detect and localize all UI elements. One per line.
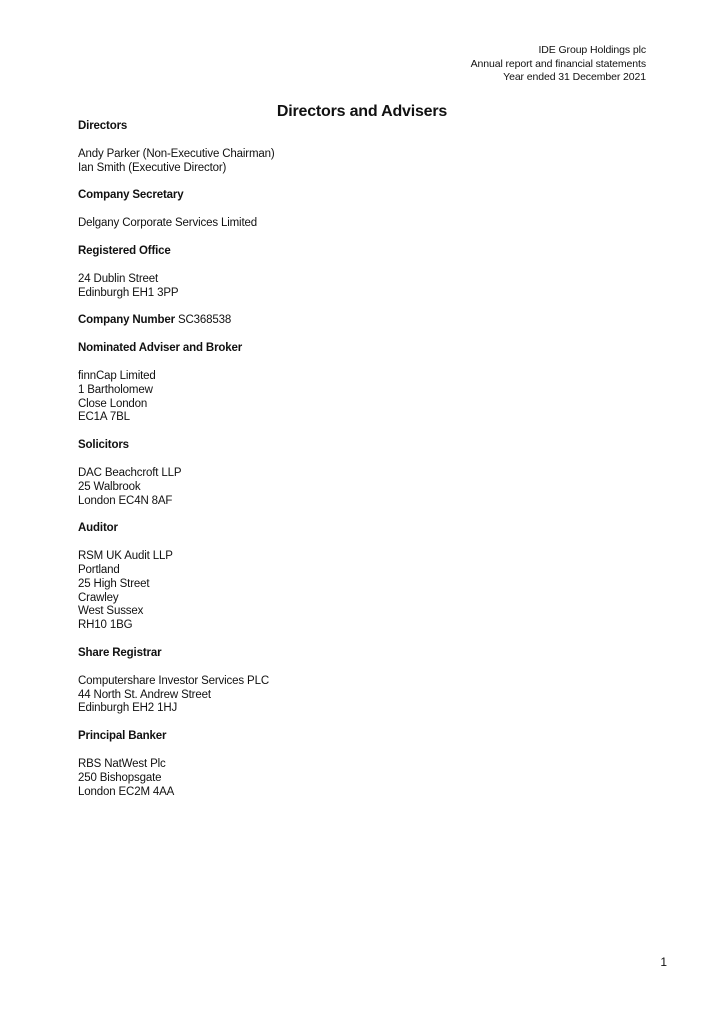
section-heading: Share Registrar (78, 646, 162, 659)
section-registered-office (78, 245, 638, 300)
text-line: 44 North St. Andrew Street (78, 688, 211, 701)
text-line: RBS NatWest Plc (78, 757, 166, 770)
text-line: London EC4N 8AF (78, 494, 173, 507)
text-line: West Sussex (78, 605, 144, 618)
section-lines (78, 467, 638, 508)
section-heading: Auditor (78, 522, 118, 535)
header-company: IDE Group Holdings plc (538, 44, 646, 56)
section-lines (78, 148, 638, 176)
section-company-number (78, 314, 638, 328)
text-line: RH10 1BG (78, 619, 133, 632)
section-auditor (78, 522, 638, 633)
text-line: 25 High Street (78, 577, 150, 590)
section-principal-banker (78, 730, 638, 799)
section-lines (78, 675, 638, 716)
text-line: DAC Beachcroft LLP (78, 466, 182, 479)
section-lines (78, 550, 638, 633)
text-line: 1 Bartholomew (78, 383, 153, 396)
text-line: 250 Bishopsgate (78, 771, 162, 784)
section-heading: Nominated Adviser and Broker (78, 342, 243, 355)
section-heading: Principal Banker (78, 730, 167, 743)
section-nominated-adviser (78, 342, 638, 425)
header-period: Year ended 31 December 2021 (503, 71, 646, 83)
text-line: 24 Dublin Street (78, 272, 159, 285)
section-lines (78, 758, 638, 799)
text-line: Andy Parker (Non-Executive Chairman) (78, 147, 275, 160)
section-heading: Company Number (78, 314, 175, 327)
section-heading: Directors (78, 120, 128, 132)
section-solicitors (78, 439, 638, 508)
text-line: Computershare Investor Services PLC (78, 674, 269, 687)
text-line: RSM UK Audit LLP (78, 550, 173, 563)
text-line: EC1A 7BL (78, 411, 130, 424)
running-header (471, 44, 646, 85)
text-line: Crawley (78, 591, 119, 604)
text-line: Edinburgh EH1 3PP (78, 286, 179, 299)
company-number-value: SC368538 (178, 314, 232, 327)
section-heading: Company Secretary (78, 189, 184, 202)
text-line: Portland (78, 563, 120, 576)
text-line: Delgany Corporate Services Limited (78, 217, 257, 230)
text-line: finnCap Limited (78, 369, 156, 382)
section-lines (78, 217, 638, 231)
text-line: Edinburgh EH2 1HJ (78, 702, 178, 715)
section-lines (78, 370, 638, 425)
advisers-list (78, 120, 638, 813)
text-line: Close London (78, 397, 148, 410)
page-number: 1 (660, 955, 667, 969)
company-number-line (78, 314, 638, 328)
section-heading: Solicitors (78, 439, 129, 452)
page-title: Directors and Advisers (276, 103, 448, 120)
section-directors (78, 120, 638, 175)
text-line: 25 Walbrook (78, 480, 141, 493)
section-share-registrar (78, 647, 638, 716)
text-line: London EC2M 4AA (78, 785, 175, 798)
text-line: Ian Smith (Executive Director) (78, 161, 227, 174)
section-heading: Registered Office (78, 244, 171, 257)
header-report: Annual report and financial statements (470, 57, 646, 70)
section-company-secretary (78, 189, 638, 231)
section-lines (78, 273, 638, 301)
